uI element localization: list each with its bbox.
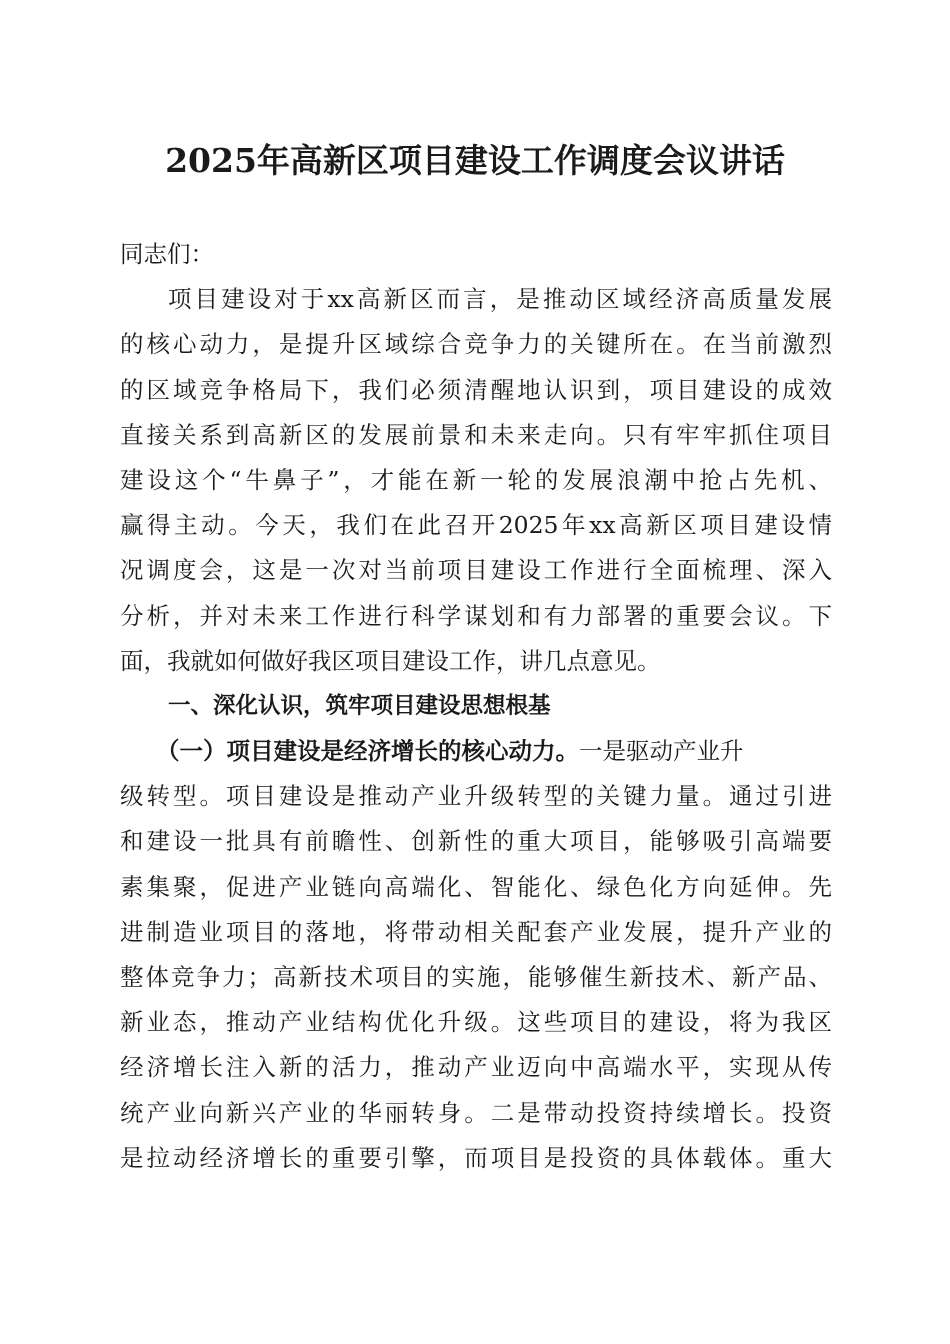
paragraph-line: 分析，并对未来工作进行科学谋划和有力部署的重要会议。下 xyxy=(120,601,832,630)
paragraph-line: 级转型。项目建设是推动产业升级转型的关键力量。通过引进 xyxy=(120,782,832,811)
paragraph-line: 面，我就如何做好我区项目建设工作，讲几点意见。 xyxy=(120,646,661,675)
section-heading: 一、深化认识，筑牢项目建设思想根基 xyxy=(168,692,551,719)
paragraph-line: 建设这个“牛鼻子”，才能在新一轮的发展浪潮中抢占先机、 xyxy=(120,465,832,494)
paragraph-line: 素集聚，促进产业链向高端化、智能化、绿色化方向延伸。先 xyxy=(120,872,832,901)
paragraph-intro xyxy=(120,277,832,684)
paragraph-line: 况调度会，这是一次对当前项目建设工作进行全面梳理、深入 xyxy=(120,556,832,585)
salutation: 同志们： xyxy=(120,240,214,268)
paragraph-line: 经济增长注入新的活力，推动产业迈向中高端水平，实现从传 xyxy=(120,1053,832,1082)
document-body xyxy=(120,232,832,1181)
paragraph-line: 直接关系到高新区的发展前景和未来走向。只有牢牢抓住项目 xyxy=(120,420,832,449)
paragraph-line: 赢得主动。今天，我们在此召开2025年xx高新区项目建设情 xyxy=(120,511,832,540)
paragraph-line: 是拉动经济增长的重要引擎，而项目是投资的具体载体。重大 xyxy=(120,1143,832,1172)
paragraph-line: 和建设一批具有前瞻性、创新性的重大项目，能够吸引高端要 xyxy=(120,827,832,856)
paragraph-line-first xyxy=(120,729,832,774)
document-title: 2025年高新区项目建设工作调度会议讲话 xyxy=(165,141,785,180)
paragraph-section1 xyxy=(120,729,832,1181)
paragraph-line: 新业态，推动产业结构优化升级。这些项目的建设，将为我区 xyxy=(120,1008,832,1037)
paragraph-line: 的核心动力，是提升区域综合竞争力的关键所在。在当前激烈 xyxy=(120,330,832,359)
paragraph-line: 整体竞争力；高新技术项目的实施，能够催生新技术、新产品、 xyxy=(120,963,832,991)
paragraph-line: 进制造业项目的落地，将带动相关配套产业发展，提升产业的 xyxy=(120,917,832,946)
paragraph-line: 统产业向新兴产业的华丽转身。二是带动投资持续增长。投资 xyxy=(120,1098,832,1127)
paragraph-line: 的区域竞争格局下，我们必须清醒地认识到，项目建设的成效 xyxy=(120,375,832,404)
paragraph-line: 项目建设对于xx高新区而言，是推动区域经济高质量发展 xyxy=(168,285,832,314)
subsection-first-line-text: 一是驱动产业升 xyxy=(579,737,744,766)
subsection-heading: （一）项目建设是经济增长的核心动力。 xyxy=(156,737,579,766)
